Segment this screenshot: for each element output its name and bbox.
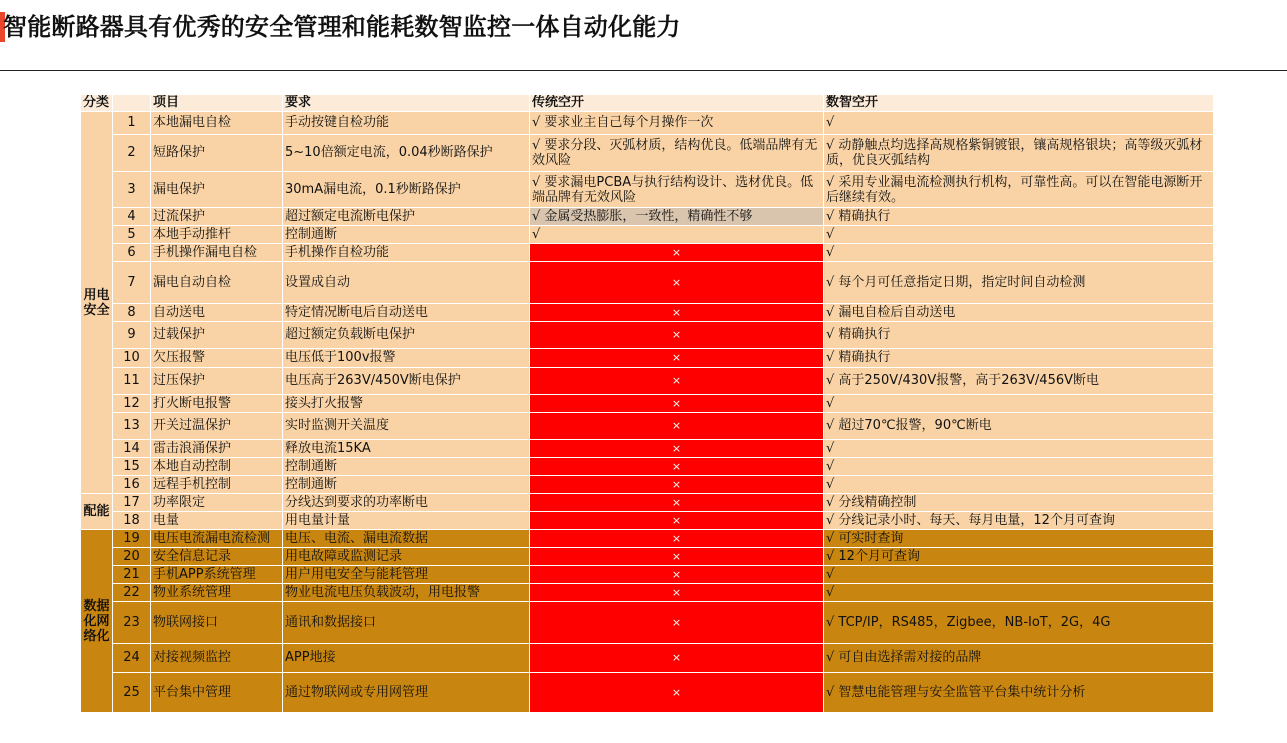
table-row — [81, 413, 1214, 440]
table-row — [81, 644, 1214, 673]
row-requirement: 电压、电流、漏电流数据 — [283, 530, 530, 548]
row-smart: √ 分线记录小时、每天、每月电量，12个月可查询 — [824, 512, 1214, 530]
row-smart: √ 精确执行 — [824, 208, 1214, 226]
comparison-table — [80, 94, 1213, 713]
row-item: 对接视频监控 — [151, 644, 283, 673]
row-no: 18 — [113, 512, 151, 530]
row-traditional: √ 要求分段、灭弧材质，结构优良。低端品牌有无效风险 — [530, 135, 824, 172]
row-traditional-cross: × — [530, 413, 824, 440]
row-item: 本地漏电自检 — [151, 112, 283, 135]
row-item: 功率限定 — [151, 494, 283, 512]
table-row — [81, 262, 1214, 304]
row-no: 17 — [113, 494, 151, 512]
row-smart: √ 高于250V/430V报警，高于263V/456V断电 — [824, 368, 1214, 395]
row-smart: √ 漏电自检后自动送电 — [824, 304, 1214, 322]
row-item: 电压电流漏电流检测 — [151, 530, 283, 548]
row-no: 25 — [113, 673, 151, 713]
row-item: 本地自动控制 — [151, 458, 283, 476]
row-traditional: √ — [530, 226, 824, 244]
row-no: 8 — [113, 304, 151, 322]
table-row — [81, 673, 1214, 713]
row-requirement: 5~10倍额定电流，0.04秒断路保护 — [283, 135, 530, 172]
row-requirement: 用电故障或监测记录 — [283, 548, 530, 566]
slide-title: 智能断路器具有优秀的安全管理和能耗数智监控一体自动化能力 — [3, 13, 681, 41]
row-traditional-cross: × — [530, 548, 824, 566]
category-power: 配能 — [81, 494, 113, 530]
table-row — [81, 304, 1214, 322]
row-requirement: 实时监测开关温度 — [283, 413, 530, 440]
row-item: 过压保护 — [151, 368, 283, 395]
table-row — [81, 458, 1214, 476]
row-smart: √ 超过70℃报警，90℃断电 — [824, 413, 1214, 440]
row-smart: √ 可自由选择需对接的品牌 — [824, 644, 1214, 673]
category-digital: 数据化网络化 — [81, 530, 113, 713]
row-no: 16 — [113, 476, 151, 494]
row-no: 24 — [113, 644, 151, 673]
row-no: 9 — [113, 322, 151, 349]
table-row — [81, 512, 1214, 530]
row-requirement: 通讯和数据接口 — [283, 602, 530, 644]
header-requirement: 要求 — [283, 95, 530, 112]
row-requirement: 控制通断 — [283, 476, 530, 494]
row-traditional-cross: × — [530, 476, 824, 494]
row-item: 远程手机控制 — [151, 476, 283, 494]
row-requirement: 30mA漏电流，0.1秒断路保护 — [283, 172, 530, 208]
table-row — [81, 530, 1214, 548]
table-row — [81, 395, 1214, 413]
row-requirement: 超过额定负载断电保护 — [283, 322, 530, 349]
row-no: 13 — [113, 413, 151, 440]
category-safety: 用电安全 — [81, 112, 113, 494]
row-traditional: √ 金属受热膨胀，一致性，精确性不够 — [530, 208, 824, 226]
row-item: 物业系统管理 — [151, 584, 283, 602]
table-row — [81, 476, 1214, 494]
row-requirement: 电压低于100v报警 — [283, 349, 530, 368]
row-item: 手机操作漏电自检 — [151, 244, 283, 262]
row-requirement: 超过额定电流断电保护 — [283, 208, 530, 226]
row-no: 14 — [113, 440, 151, 458]
row-item: 漏电自动自检 — [151, 262, 283, 304]
header-smart: 数智空开 — [824, 95, 1214, 112]
header-traditional: 传统空开 — [530, 95, 824, 112]
table-row — [81, 368, 1214, 395]
row-no: 20 — [113, 548, 151, 566]
row-requirement: 控制通断 — [283, 226, 530, 244]
row-traditional-cross: × — [530, 494, 824, 512]
row-smart: √ 12个月可查询 — [824, 548, 1214, 566]
row-item: 过流保护 — [151, 208, 283, 226]
table-row — [81, 226, 1214, 244]
row-requirement: 用电量计量 — [283, 512, 530, 530]
row-no: 19 — [113, 530, 151, 548]
row-item: 物联网接口 — [151, 602, 283, 644]
row-requirement: 电压高于263V/450V断电保护 — [283, 368, 530, 395]
table-row — [81, 584, 1214, 602]
table-row — [81, 135, 1214, 172]
row-smart: √ 精确执行 — [824, 349, 1214, 368]
row-requirement: 用户用电安全与能耗管理 — [283, 566, 530, 584]
header-no — [113, 95, 151, 112]
row-item: 安全信息记录 — [151, 548, 283, 566]
row-no: 2 — [113, 135, 151, 172]
row-smart: √ — [824, 476, 1214, 494]
row-requirement: 接头打火报警 — [283, 395, 530, 413]
row-traditional-cross: × — [530, 644, 824, 673]
row-item: 平台集中管理 — [151, 673, 283, 713]
row-requirement: 手动按键自检功能 — [283, 112, 530, 135]
table-row — [81, 349, 1214, 368]
row-item: 自动送电 — [151, 304, 283, 322]
table-row — [81, 566, 1214, 584]
row-item: 手机APP系统管理 — [151, 566, 283, 584]
row-requirement: 分线达到要求的功率断电 — [283, 494, 530, 512]
row-traditional-cross: × — [530, 458, 824, 476]
row-item: 开关过温保护 — [151, 413, 283, 440]
table-row — [81, 208, 1214, 226]
row-traditional-cross: × — [530, 440, 824, 458]
table-row — [81, 602, 1214, 644]
table-row — [81, 322, 1214, 349]
row-no: 21 — [113, 566, 151, 584]
table-row — [81, 494, 1214, 512]
row-smart: √ 分线精确控制 — [824, 494, 1214, 512]
row-no: 11 — [113, 368, 151, 395]
table-row — [81, 440, 1214, 458]
row-traditional-cross: × — [530, 584, 824, 602]
row-requirement: 设置成自动 — [283, 262, 530, 304]
row-traditional-cross: × — [530, 262, 824, 304]
row-smart: √ — [824, 112, 1214, 135]
row-traditional-cross: × — [530, 512, 824, 530]
row-traditional: √ 要求业主自己每个月操作一次 — [530, 112, 824, 135]
header-item: 项目 — [151, 95, 283, 112]
row-smart: √ — [824, 395, 1214, 413]
row-item: 雷击浪涌保护 — [151, 440, 283, 458]
row-traditional-cross: × — [530, 602, 824, 644]
row-smart: √ — [824, 226, 1214, 244]
table-row — [81, 172, 1214, 208]
row-no: 4 — [113, 208, 151, 226]
row-traditional-cross: × — [530, 673, 824, 713]
row-smart: √ 动静触点均选择高规格紫铜镀银，镶高规格银块；高等级灭弧材质，优良灭弧结构 — [824, 135, 1214, 172]
row-traditional-cross: × — [530, 349, 824, 368]
row-no: 15 — [113, 458, 151, 476]
row-requirement: 特定情况断电后自动送电 — [283, 304, 530, 322]
row-no: 7 — [113, 262, 151, 304]
row-no: 10 — [113, 349, 151, 368]
row-no: 23 — [113, 602, 151, 644]
row-requirement: 手机操作自检功能 — [283, 244, 530, 262]
row-item: 本地手动推杆 — [151, 226, 283, 244]
row-requirement: 物业电流电压负载波动，用电报警 — [283, 584, 530, 602]
row-no: 6 — [113, 244, 151, 262]
row-item: 打火断电报警 — [151, 395, 283, 413]
row-no: 12 — [113, 395, 151, 413]
table-row — [81, 112, 1214, 135]
row-traditional-cross: × — [530, 530, 824, 548]
row-smart: √ 采用专业漏电流检测执行机构，可靠性高。可以在智能电源断开后继续有效。 — [824, 172, 1214, 208]
row-smart: √ — [824, 584, 1214, 602]
row-no: 22 — [113, 584, 151, 602]
row-requirement: APP地接 — [283, 644, 530, 673]
row-smart: √ — [824, 458, 1214, 476]
row-smart: √ — [824, 566, 1214, 584]
row-item: 欠压报警 — [151, 349, 283, 368]
row-item: 短路保护 — [151, 135, 283, 172]
row-item: 过载保护 — [151, 322, 283, 349]
row-traditional-cross: × — [530, 566, 824, 584]
row-smart: √ 可实时查询 — [824, 530, 1214, 548]
row-smart: √ — [824, 244, 1214, 262]
row-smart: √ 智慧电能管理与安全监管平台集中统计分析 — [824, 673, 1214, 713]
row-traditional-cross: × — [530, 322, 824, 349]
row-smart: √ TCP/IP，RS485，Zigbee，NB-IoT，2G，4G — [824, 602, 1214, 644]
row-traditional: √ 要求漏电PCBA与执行结构设计、选材优良。低端品牌有无效风险 — [530, 172, 824, 208]
row-requirement: 通过物联网或专用网管理 — [283, 673, 530, 713]
row-smart: √ 精确执行 — [824, 322, 1214, 349]
row-traditional-cross: × — [530, 395, 824, 413]
title-divider — [0, 70, 1287, 71]
row-traditional-cross: × — [530, 304, 824, 322]
header-category: 分类 — [81, 95, 113, 112]
row-item: 漏电保护 — [151, 172, 283, 208]
row-traditional-cross: × — [530, 244, 824, 262]
row-smart: √ — [824, 440, 1214, 458]
row-requirement: 释放电流15KA — [283, 440, 530, 458]
row-requirement: 控制通断 — [283, 458, 530, 476]
row-item: 电量 — [151, 512, 283, 530]
row-smart: √ 每个月可任意指定日期，指定时间自动检测 — [824, 262, 1214, 304]
table-row — [81, 548, 1214, 566]
row-no: 3 — [113, 172, 151, 208]
row-traditional-cross: × — [530, 368, 824, 395]
header-row — [81, 95, 1214, 112]
row-no: 1 — [113, 112, 151, 135]
table-row — [81, 244, 1214, 262]
row-no: 5 — [113, 226, 151, 244]
